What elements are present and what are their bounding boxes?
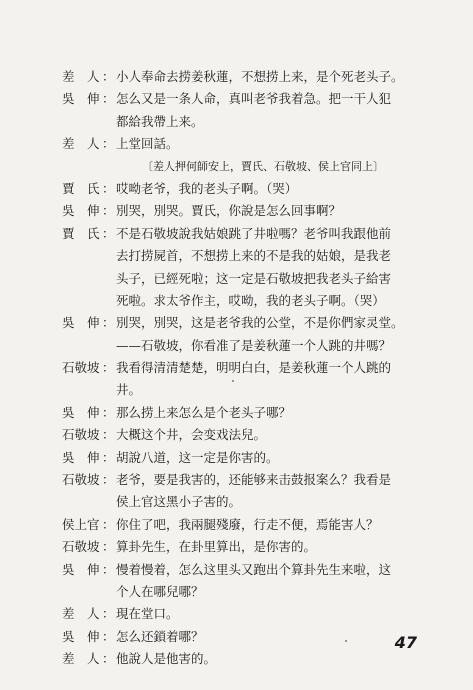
speaker-name: 吳 伸 bbox=[62, 404, 100, 420]
dialogue-text: 你住了吧，我兩腿殘廢，行走不便，焉能害人？ bbox=[116, 516, 379, 532]
speaker-colon: ： bbox=[102, 651, 115, 667]
dialogue-line bbox=[62, 290, 442, 312]
speaker-name: 石敬坡 bbox=[62, 427, 100, 443]
dialogue-line bbox=[62, 88, 442, 110]
dialogue-line bbox=[62, 357, 442, 379]
dialogue-text: 个人在哪兒哪？ bbox=[116, 583, 204, 599]
speaker-colon: ： bbox=[102, 91, 115, 107]
speaker-name: 吳 伸 bbox=[62, 628, 100, 644]
speaker-colon: ： bbox=[102, 516, 115, 532]
dialogue-line bbox=[62, 178, 442, 200]
dialogue-text: 別哭，別哭，这是老爷我的公堂，不是你們家灵堂。 bbox=[116, 315, 404, 331]
speaker-colon: ： bbox=[102, 561, 115, 577]
dialogue-text: 去打捞屍首，不想捞上来的不是我的姑娘，是我老 bbox=[116, 248, 392, 264]
dialogue-text: 上堂回話。 bbox=[116, 136, 179, 152]
dialogue-line bbox=[62, 200, 442, 222]
dialogue-line bbox=[62, 335, 442, 357]
dialogue-text: 怎么还鎖着哪？ bbox=[116, 628, 204, 644]
dialogue-text: 那么捞上来怎么是个老头子哪？ bbox=[116, 404, 292, 420]
dialogue-text: 老爷，要是我害的，还能够来击鼓报案么？我看是 bbox=[116, 472, 392, 488]
dialogue-line bbox=[62, 559, 442, 581]
dialogue-text: 小人奉命去捞姜秋蓮，不想捞上来，是个死老头子。 bbox=[116, 69, 404, 84]
speaker-colon: ： bbox=[102, 628, 115, 644]
dialogue-line bbox=[62, 447, 442, 469]
dialogue-line bbox=[62, 491, 442, 513]
speaker-colon: ： bbox=[102, 69, 115, 84]
dialogue-text: 大概这个井，会变戏法兒。 bbox=[116, 427, 267, 443]
dialogue-text: 井。 bbox=[116, 382, 142, 398]
dialogue-line bbox=[62, 133, 442, 155]
speaker-colon: ： bbox=[102, 180, 115, 196]
page-number: 47 bbox=[394, 633, 417, 652]
dialogue-text: 不是石敬坡說我姑娘跳了井啦嗎？老爷叫我跟他前 bbox=[116, 225, 392, 241]
dialogue-line bbox=[62, 469, 442, 491]
speaker-name: 差 人 bbox=[62, 136, 100, 152]
dialogue-text: 哎呦老爷，我的老头子啊。（哭） bbox=[116, 180, 298, 196]
dialogue-line bbox=[62, 581, 442, 603]
print-speck bbox=[345, 640, 347, 642]
speaker-colon: ： bbox=[102, 606, 115, 622]
dialogue-line bbox=[62, 626, 442, 648]
speaker-colon: ： bbox=[102, 404, 115, 420]
stage-direction-line bbox=[62, 156, 442, 178]
speaker-colon: ： bbox=[102, 203, 115, 219]
speaker-name: 差 人 bbox=[62, 69, 100, 84]
speaker-name: 侯上官 bbox=[62, 516, 100, 532]
speaker-name: 差 人 bbox=[62, 606, 100, 622]
speaker-name: 賈 氏 bbox=[62, 180, 100, 196]
dialogue-text: 都給我帶上来。 bbox=[116, 113, 204, 129]
dialogue-line bbox=[62, 312, 442, 334]
stage-direction: 〔差人押何師安上，賈氏、石敬坡、侯上官同上〕 bbox=[142, 159, 384, 173]
speaker-colon: ： bbox=[102, 539, 115, 555]
speaker-colon: ： bbox=[102, 360, 115, 376]
dialogue-text: 怎么又是一条人命，真叫老爷我着急。把一干人犯 bbox=[116, 91, 392, 107]
speaker-colon: ： bbox=[102, 427, 115, 443]
speaker-name: 吳 伸 bbox=[62, 91, 100, 107]
speaker-colon: ： bbox=[102, 315, 115, 331]
dialogue-line bbox=[62, 536, 442, 558]
dialogue-text: 头子，已經死啦；这一定是石敬坡把我老头子給害 bbox=[116, 270, 392, 286]
dialogue-text: 我看得清清楚楚，明明白白，是姜秋蓮一个人跳的 bbox=[116, 360, 392, 376]
speaker-name: 差 人 bbox=[62, 651, 100, 667]
speaker-name: 吳 伸 bbox=[62, 315, 100, 331]
dialogue-line bbox=[62, 379, 442, 401]
dialogue-text: 現在堂口。 bbox=[116, 606, 179, 622]
dialogue-text: 死啦。求太爷作主，哎呦，我的老头子啊。（哭） bbox=[116, 292, 385, 308]
dialogue-line bbox=[62, 402, 442, 424]
speaker-colon: ： bbox=[102, 225, 115, 241]
speaker-name: 石敬坡 bbox=[62, 539, 100, 555]
speaker-name: 吳 伸 bbox=[62, 561, 100, 577]
dialogue-text: 他說人是他害的。 bbox=[116, 651, 217, 667]
dialogue-text: 算卦先生，在卦里算出，是你害的。 bbox=[116, 539, 317, 555]
print-speck bbox=[232, 380, 234, 382]
dialogue-line bbox=[62, 245, 442, 267]
dialogue-line bbox=[62, 223, 442, 245]
speaker-name: 賈 氏 bbox=[62, 225, 100, 241]
speaker-colon: ： bbox=[102, 449, 115, 465]
dialogue-line bbox=[62, 424, 442, 446]
dialogue-line bbox=[62, 66, 442, 88]
speaker-name: 吳 伸 bbox=[62, 449, 100, 465]
dialogue-line bbox=[62, 648, 442, 670]
dialogue-text: ——石敬坡，你看准了是姜秋蓮一个人跳的井嗎？ bbox=[116, 337, 392, 353]
speaker-colon: ： bbox=[102, 472, 115, 488]
dialogue-line bbox=[62, 514, 442, 536]
script-lines bbox=[62, 66, 442, 671]
speaker-colon: ： bbox=[102, 136, 115, 152]
dialogue-text: 侯上官这黑小子害的。 bbox=[116, 494, 242, 510]
dialogue-line bbox=[62, 268, 442, 290]
dialogue-text: 慢着慢着，怎么这里头又跑出个算卦先生来啦，这 bbox=[116, 561, 392, 577]
dialogue-text: 別哭，別哭。賈氏，你說是怎么回事啊？ bbox=[116, 203, 342, 219]
dialogue-text: 胡說八道，这一定是你害的。 bbox=[116, 449, 279, 465]
dialogue-line bbox=[62, 111, 442, 133]
dialogue-line bbox=[62, 603, 442, 625]
speaker-name: 吳 伸 bbox=[62, 203, 100, 219]
speaker-name: 石敬坡 bbox=[62, 472, 100, 488]
speaker-name: 石敬坡 bbox=[62, 360, 100, 376]
